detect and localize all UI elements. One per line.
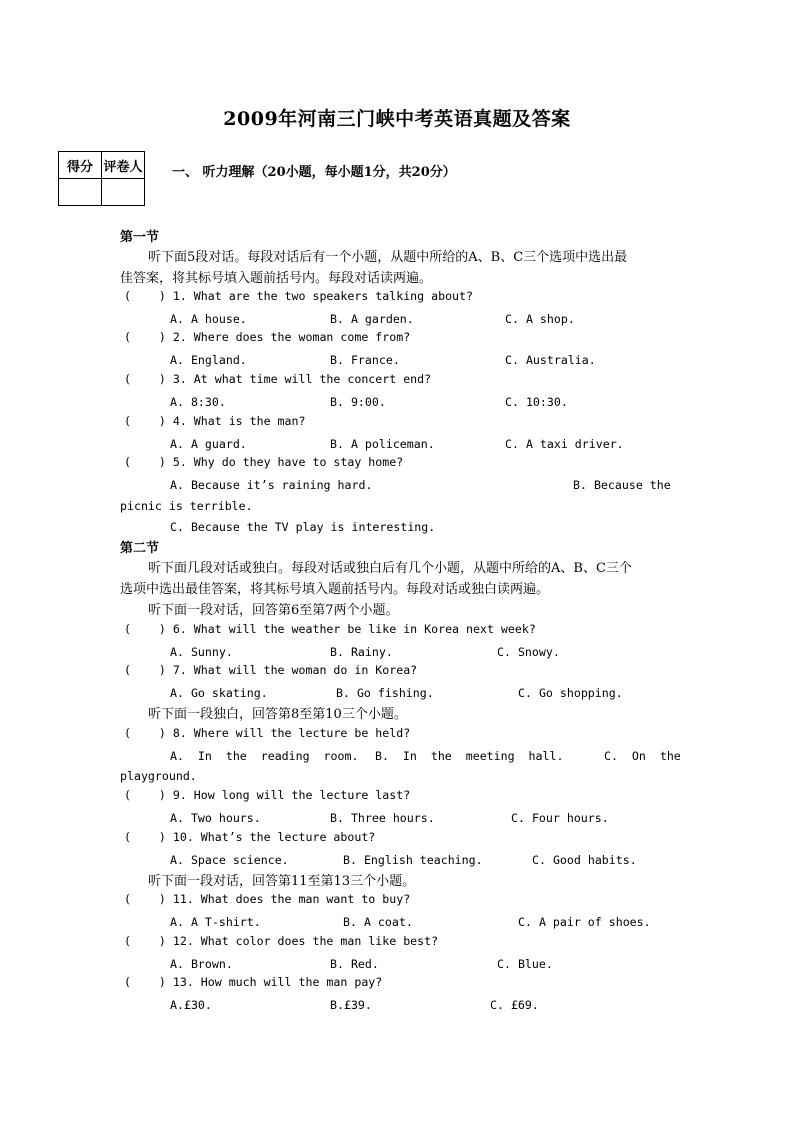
section2-heading: 第二节 bbox=[120, 541, 160, 556]
question-6-option-c: C. Snowy. bbox=[497, 645, 560, 659]
question-13-option-b: B.£39. bbox=[330, 998, 372, 1012]
section2-group1-instruction: 听下面一段对话，回答第6至第7两个小题。 bbox=[148, 603, 399, 618]
section2-instruction-line2: 选项中选出最佳答案，将其标号填入题前括号内。每段对话或独白读两遍。 bbox=[120, 582, 550, 597]
question-10-option-c: C. Good habits. bbox=[532, 853, 637, 867]
section2-instruction-line1: 听下面几段对话或独白。每段对话或独白后有几个小题，从题中所给的A、B、C三个 bbox=[148, 561, 632, 576]
question-3-stem: ( ) 3. At what time will the concert end? bbox=[124, 372, 432, 386]
question-12-stem: ( ) 12. What color does the man like best? bbox=[124, 934, 439, 948]
question-5-option-b: B. Because the bbox=[573, 478, 671, 492]
question-9-option-a: A. Two hours. bbox=[170, 811, 261, 825]
question-12-option-a: A. Brown. bbox=[170, 957, 233, 971]
question-4-option-a: A. A guard. bbox=[170, 437, 247, 451]
question-11-option-c: C. A pair of shoes. bbox=[518, 915, 651, 929]
score-header: 得分 bbox=[59, 152, 102, 179]
question-9-option-c: C. Four hours. bbox=[511, 811, 609, 825]
question-10-option-b: B. English teaching. bbox=[343, 853, 483, 867]
section1-heading: 第一节 bbox=[120, 230, 160, 245]
section1-instruction-line2: 佳答案，将其标号填入题前括号内。每段对话读两遍。 bbox=[120, 271, 433, 286]
question-7-stem: ( ) 7. What will the woman do in Korea? bbox=[124, 663, 418, 677]
question-7-option-b: B. Go fishing. bbox=[336, 686, 434, 700]
question-8-option-c-wrap: playground. bbox=[120, 769, 197, 783]
question-6-option-b: B. Rainy. bbox=[330, 645, 393, 659]
question-5-option-a: A. Because it’s raining hard. bbox=[170, 478, 373, 492]
question-3-option-a: A. 8:30. bbox=[170, 395, 226, 409]
question-5-option-b-wrap: picnic is terrible. bbox=[120, 499, 253, 513]
question-10-stem: ( ) 10. What’s the lecture about? bbox=[124, 830, 376, 844]
question-4-stem: ( ) 4. What is the man? bbox=[124, 414, 306, 428]
question-11-stem: ( ) 11. What does the man want to buy? bbox=[124, 892, 411, 906]
question-2-stem: ( ) 2. Where does the woman come from? bbox=[124, 330, 411, 344]
question-7-option-c: C. Go shopping. bbox=[518, 686, 623, 700]
question-7-option-a: A. Go skating. bbox=[170, 686, 268, 700]
section2-group3-instruction: 听下面一段对话，回答第11至第13三个小题。 bbox=[148, 874, 416, 889]
question-8-stem: ( ) 8. Where will the lecture be held? bbox=[124, 726, 411, 740]
question-8-option-a: A. In the reading room. bbox=[170, 749, 359, 763]
grader-header: 评卷人 bbox=[102, 152, 145, 179]
question-13-stem: ( ) 13. How much will the man pay? bbox=[124, 975, 383, 989]
question-9-option-b: B. Three hours. bbox=[330, 811, 435, 825]
question-11-option-b: B. A coat. bbox=[343, 915, 413, 929]
page-title: 2009年河南三门峡中考英语真题及答案 bbox=[223, 108, 571, 130]
question-5-option-c: C. Because the TV play is interesting. bbox=[170, 520, 436, 534]
question-8-option-b: B. In the meeting hall. bbox=[375, 749, 564, 763]
question-12-option-c: C. Blue. bbox=[497, 957, 553, 971]
question-4-option-b: B. A policeman. bbox=[330, 437, 435, 451]
question-11-option-a: A. A T-shirt. bbox=[170, 915, 261, 929]
question-13-option-a: A.£30. bbox=[170, 998, 212, 1012]
question-1-option-c: C. A shop. bbox=[505, 312, 575, 326]
question-13-option-c: C. £69. bbox=[490, 998, 539, 1012]
question-5-stem: ( ) 5. Why do they have to stay home? bbox=[124, 455, 404, 469]
question-1-stem: ( ) 1. What are the two speakers talking about? bbox=[124, 289, 474, 303]
question-6-stem: ( ) 6. What will the weather be like in Korea next week? bbox=[124, 622, 536, 636]
question-2-option-a: A. England. bbox=[170, 353, 247, 367]
question-12-option-b: B. Red. bbox=[330, 957, 379, 971]
question-3-option-b: B. 9:00. bbox=[330, 395, 386, 409]
section1-instruction-line1: 听下面5段对话。每段对话后有一个小题，从题中所给的A、B、C三个选项中选出最 bbox=[148, 250, 628, 265]
question-9-stem: ( ) 9. How long will the lecture last? bbox=[124, 788, 411, 802]
part1-heading: 一、 听力理解（20小题，每小题1分，共20分） bbox=[172, 165, 456, 180]
question-4-option-c: C. A taxi driver. bbox=[505, 437, 624, 451]
question-2-option-c: C. Australia. bbox=[505, 353, 596, 367]
question-2-option-b: B. France. bbox=[330, 353, 400, 367]
question-1-option-b: B. A garden. bbox=[330, 312, 414, 326]
question-3-option-c: C. 10:30. bbox=[505, 395, 568, 409]
question-6-option-a: A. Sunny. bbox=[170, 645, 233, 659]
question-10-option-a: A. Space science. bbox=[170, 853, 289, 867]
section2-group2-instruction: 听下面一段独白，回答第8至第10三个小题。 bbox=[148, 707, 407, 722]
question-8-option-c: C. On the bbox=[604, 749, 681, 763]
question-1-option-a: A. A house. bbox=[170, 312, 247, 326]
